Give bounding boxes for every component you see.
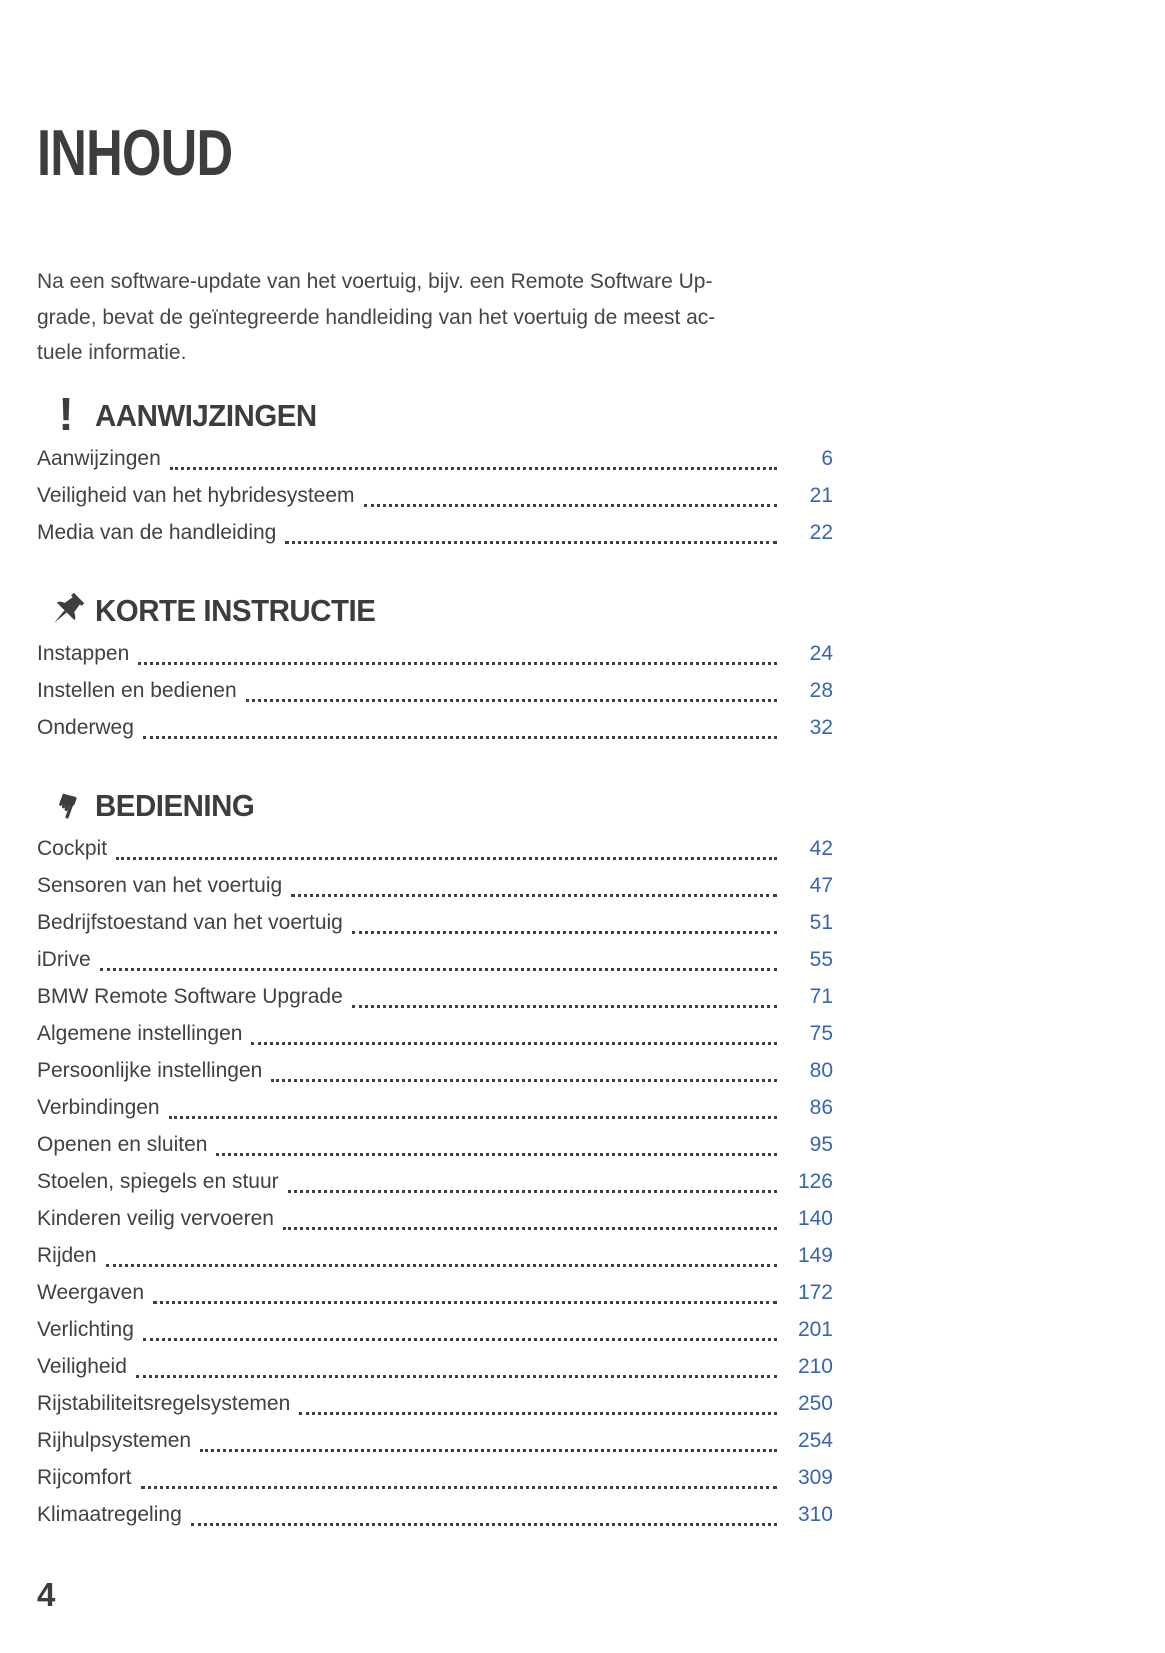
toc-entry-label: Algemene instellingen bbox=[37, 1021, 243, 1045]
toc-entry[interactable] bbox=[37, 1237, 833, 1274]
toc-section bbox=[37, 786, 833, 1533]
toc-leader-dots bbox=[352, 1005, 777, 1008]
toc-entry-page: 32 bbox=[809, 715, 833, 739]
toc-entry-page: 254 bbox=[797, 1428, 833, 1452]
toc-leader-dots bbox=[106, 1264, 777, 1267]
pointing-hand-icon: ☛ bbox=[43, 785, 89, 826]
toc-entry[interactable] bbox=[37, 477, 833, 514]
toc-leader-dots bbox=[288, 1190, 777, 1193]
toc-entry[interactable] bbox=[37, 867, 833, 904]
toc-entry-page: 6 bbox=[821, 446, 833, 470]
toc-entry-label: Weergaven bbox=[37, 1280, 145, 1304]
toc-entry-label: Cockpit bbox=[37, 836, 108, 860]
toc-entry-label: Onderweg bbox=[37, 715, 134, 739]
toc-entry-page: 210 bbox=[797, 1354, 833, 1378]
toc-entry-label: Instappen bbox=[37, 641, 130, 665]
toc-leader-dots bbox=[352, 931, 777, 934]
section-header bbox=[37, 387, 833, 440]
page-title: INHOUD bbox=[37, 116, 233, 189]
toc-entry-label: Openen en sluiten bbox=[37, 1132, 208, 1156]
toc-entry-page: 51 bbox=[809, 910, 833, 934]
toc-entry-page: 80 bbox=[809, 1058, 833, 1082]
toc-entry[interactable] bbox=[37, 830, 833, 867]
toc-entry[interactable] bbox=[37, 514, 833, 551]
toc-entry-page: 149 bbox=[797, 1243, 833, 1267]
toc-entry-page: 172 bbox=[797, 1280, 833, 1304]
toc-entry[interactable] bbox=[37, 1052, 833, 1089]
toc-leader-dots bbox=[285, 541, 777, 544]
toc-entry-page: 21 bbox=[809, 483, 833, 507]
toc-entry[interactable] bbox=[37, 1385, 833, 1422]
toc-page-content bbox=[37, 0, 833, 1613]
toc-entry-page: 140 bbox=[797, 1206, 833, 1230]
toc-leader-dots bbox=[200, 1449, 777, 1452]
toc-entry[interactable] bbox=[37, 1348, 833, 1385]
toc-entry[interactable] bbox=[37, 1126, 833, 1163]
toc-entry[interactable] bbox=[37, 1163, 833, 1200]
pushpin-icon bbox=[37, 590, 95, 632]
toc-entry-label: Rijcomfort bbox=[37, 1465, 132, 1489]
page-number: 4 bbox=[37, 1575, 56, 1613]
toc-entry-label: Stoelen, spiegels en stuur bbox=[37, 1169, 279, 1193]
toc-entry[interactable] bbox=[37, 1311, 833, 1348]
toc-entry-page: 24 bbox=[809, 641, 833, 665]
toc-leader-dots bbox=[116, 857, 777, 860]
toc-entry[interactable] bbox=[37, 1015, 833, 1052]
toc-leader-dots bbox=[170, 467, 777, 470]
toc-entry-label: Aanwijzingen bbox=[37, 446, 161, 470]
toc-entry-label: BMW Remote Software Upgrade bbox=[37, 984, 343, 1008]
toc-entry-page: 86 bbox=[809, 1095, 833, 1119]
toc-leader-dots bbox=[291, 894, 777, 897]
toc-entry-label: Veiligheid bbox=[37, 1354, 127, 1378]
toc-leader-dots bbox=[138, 662, 777, 665]
toc-entry[interactable] bbox=[37, 709, 833, 746]
toc-entry-page: 55 bbox=[809, 947, 833, 971]
toc-entry[interactable] bbox=[37, 1274, 833, 1311]
toc-entry-page: 22 bbox=[809, 520, 833, 544]
toc-leader-dots bbox=[143, 736, 777, 739]
section-entries bbox=[37, 635, 833, 746]
toc-leader-dots bbox=[283, 1227, 777, 1230]
toc-entry[interactable] bbox=[37, 672, 833, 709]
toc-entry-page: 310 bbox=[797, 1502, 833, 1526]
toc-leader-dots bbox=[136, 1375, 777, 1378]
exclamation-icon: ! bbox=[58, 387, 74, 440]
toc-section bbox=[37, 387, 833, 551]
intro-line: tuele informatie. bbox=[37, 341, 187, 364]
toc-section bbox=[37, 591, 833, 746]
section-header bbox=[37, 786, 833, 826]
toc-leader-dots bbox=[191, 1523, 777, 1526]
toc-leader-dots bbox=[364, 504, 777, 507]
toc-leader-dots bbox=[251, 1042, 777, 1045]
toc-entry-label: Klimaatregeling bbox=[37, 1502, 182, 1526]
section-title: BEDIENING bbox=[95, 787, 255, 823]
toc-entry[interactable] bbox=[37, 1422, 833, 1459]
toc-entry-page: 309 bbox=[797, 1465, 833, 1489]
intro-paragraph bbox=[37, 264, 833, 371]
toc-entry[interactable] bbox=[37, 1200, 833, 1237]
toc-leader-dots bbox=[169, 1116, 777, 1119]
toc-entry[interactable] bbox=[37, 904, 833, 941]
toc-entry-page: 95 bbox=[809, 1132, 833, 1156]
intro-line: grade, bevat de geïntegreerde handleiding van het voertuig de meest ac- bbox=[37, 305, 716, 329]
toc-entry-page: 201 bbox=[797, 1317, 833, 1341]
toc-entry-label: Verbindingen bbox=[37, 1095, 160, 1119]
toc-entry-page: 28 bbox=[809, 678, 833, 702]
toc-leader-dots bbox=[299, 1412, 777, 1415]
toc-entry[interactable] bbox=[37, 440, 833, 477]
toc-leader-dots bbox=[153, 1301, 777, 1304]
toc-entry-page: 126 bbox=[797, 1169, 833, 1193]
toc-entry-label: Rijstabiliteitsregelsystemen bbox=[37, 1391, 291, 1415]
toc-leader-dots bbox=[271, 1079, 777, 1082]
toc-entry-page: 250 bbox=[797, 1391, 833, 1415]
toc-entry-label: Sensoren van het voertuig bbox=[37, 873, 283, 897]
toc-entry-label: Instellen en bedienen bbox=[37, 678, 237, 702]
toc-entry-label: Rijhulpsystemen bbox=[37, 1428, 192, 1452]
section-entries bbox=[37, 440, 833, 551]
section-title: AANWIJZINGEN bbox=[95, 397, 317, 433]
toc-entry-label: iDrive bbox=[37, 947, 91, 971]
toc-leader-dots bbox=[143, 1338, 777, 1341]
toc-entry-label: Veiligheid van het hybridesysteem bbox=[37, 483, 355, 507]
toc-entry[interactable] bbox=[37, 978, 833, 1015]
toc-entry-page: 47 bbox=[809, 873, 833, 897]
toc-leader-dots bbox=[141, 1486, 777, 1489]
section-header bbox=[37, 591, 833, 631]
toc-entry-label: Media van de handleiding bbox=[37, 520, 277, 544]
intro-line: Na een software-update van het voertuig, bijv. een Remote Software Up- bbox=[37, 270, 713, 293]
section-entries bbox=[37, 830, 833, 1533]
toc-entry[interactable] bbox=[37, 1496, 833, 1533]
section-title: KORTE INSTRUCTIE bbox=[95, 592, 376, 628]
toc-entry-label: Verlichting bbox=[37, 1317, 134, 1341]
toc-entry-page: 75 bbox=[809, 1021, 833, 1045]
toc-leader-dots bbox=[246, 699, 777, 702]
toc-entry-label: Persoonlijke instellingen bbox=[37, 1058, 263, 1082]
toc-sections bbox=[37, 387, 833, 1533]
toc-entry-label: Kinderen veilig vervoeren bbox=[37, 1206, 274, 1230]
toc-entry[interactable] bbox=[37, 635, 833, 672]
toc-entry-page: 42 bbox=[809, 836, 833, 860]
toc-leader-dots bbox=[216, 1153, 777, 1156]
toc-leader-dots bbox=[100, 968, 777, 971]
toc-entry[interactable] bbox=[37, 1459, 833, 1496]
toc-entry-page: 71 bbox=[809, 984, 833, 1008]
toc-entry[interactable] bbox=[37, 941, 833, 978]
toc-entry-label: Rijden bbox=[37, 1243, 97, 1267]
toc-entry-label: Bedrijfstoestand van het voertuig bbox=[37, 910, 343, 934]
toc-entry[interactable] bbox=[37, 1089, 833, 1126]
